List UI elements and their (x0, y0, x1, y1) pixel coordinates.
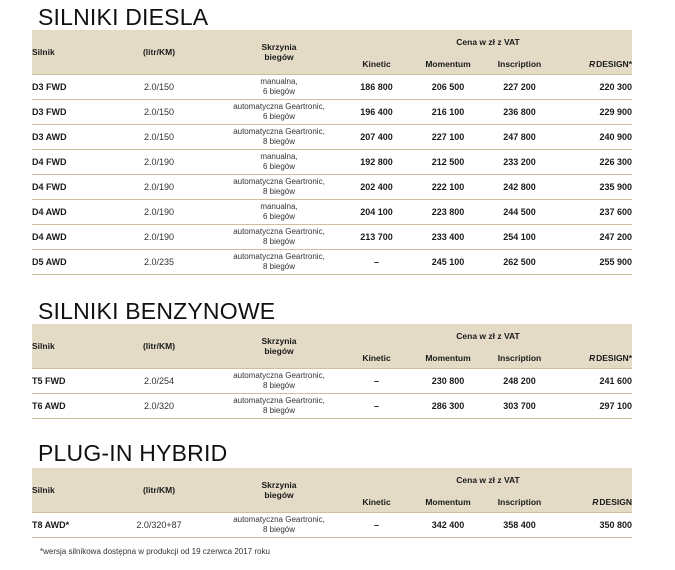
engine-cell: T5 FWD (32, 369, 104, 394)
r-design-price-cell: 220 300 (552, 75, 632, 100)
header-gearbox: Skrzynia biegów (214, 468, 344, 513)
kinetic-price-cell: – (344, 394, 409, 419)
header-inscription: Inscription (487, 54, 552, 75)
kinetic-price-cell: 213 700 (344, 225, 409, 250)
r-design-price-cell: 297 100 (552, 394, 632, 419)
kinetic-price-cell: 202 400 (344, 175, 409, 200)
power-cell: 2.0/150 (104, 75, 214, 100)
header-engine: Silnik (32, 30, 104, 75)
engine-cell: D4 FWD (32, 175, 104, 200)
header-engine: Silnik (32, 468, 104, 513)
header-kinetic: Kinetic (344, 348, 409, 369)
engine-cell: D5 AWD (32, 250, 104, 275)
gearbox-cell: automatyczna Geartronic, 8 biegów (214, 175, 344, 200)
inscription-price-cell: 262 500 (487, 250, 552, 275)
kinetic-price-cell: 192 800 (344, 150, 409, 175)
power-cell: 2.0/190 (104, 225, 214, 250)
engine-cell: D3 FWD (32, 100, 104, 125)
engine-cell: D4 AWD (32, 225, 104, 250)
header-price: Cena w zł z VAT (344, 468, 632, 492)
power-cell: 2.0/320+87 (104, 513, 214, 538)
hybrid-price-table (32, 468, 632, 538)
power-cell: 2.0/235 (104, 250, 214, 275)
gearbox-cell: automatyczna Geartronic, 8 biegów (214, 250, 344, 275)
header-r-design: R DESIGN (552, 492, 632, 513)
header-power: (litr/KM) (104, 30, 214, 75)
header-r-design: R DESIGN* (552, 348, 632, 369)
momentum-price-cell: 342 400 (409, 513, 487, 538)
r-design-logo-icon: R (588, 353, 595, 363)
table-row (32, 225, 632, 250)
kinetic-price-cell: – (344, 250, 409, 275)
header-price: Cena w zł z VAT (344, 30, 632, 54)
momentum-price-cell: 222 100 (409, 175, 487, 200)
table-row (32, 394, 632, 419)
diesel-price-table (32, 30, 632, 275)
header-kinetic: Kinetic (344, 54, 409, 75)
petrol-price-table (32, 324, 632, 419)
gearbox-cell: automatyczna Geartronic, 8 biegów (214, 225, 344, 250)
table-row (32, 75, 632, 100)
header-kinetic: Kinetic (344, 492, 409, 513)
gearbox-cell: manualna, 6 biegów (214, 75, 344, 100)
header-gearbox: Skrzynia biegów (214, 324, 344, 369)
r-design-price-cell: 255 900 (552, 250, 632, 275)
power-cell: 2.0/190 (104, 150, 214, 175)
inscription-price-cell: 227 200 (487, 75, 552, 100)
hybrid-rows (32, 513, 632, 538)
engine-cell: D3 AWD (32, 125, 104, 150)
r-design-price-cell: 240 900 (552, 125, 632, 150)
petrol-rows (32, 369, 632, 419)
gearbox-cell: manualna, 6 biegów (214, 200, 344, 225)
engine-cell: T8 AWD* (32, 513, 104, 538)
diesel-rows (32, 75, 632, 275)
inscription-price-cell: 236 800 (487, 100, 552, 125)
table-row (32, 175, 632, 200)
table-row (32, 125, 632, 150)
kinetic-price-cell: 207 400 (344, 125, 409, 150)
engine-cell: D3 FWD (32, 75, 104, 100)
gearbox-cell: automatyczna Geartronic, 8 biegów (214, 369, 344, 394)
header-gearbox: Skrzynia biegów (214, 30, 344, 75)
gearbox-cell: manualna, 6 biegów (214, 150, 344, 175)
hybrid-section-title: PLUG-IN HYBRID (38, 440, 228, 466)
power-cell: 2.0/150 (104, 100, 214, 125)
r-design-price-cell: 350 800 (552, 513, 632, 538)
momentum-price-cell: 233 400 (409, 225, 487, 250)
r-design-price-cell: 237 600 (552, 200, 632, 225)
gearbox-cell: automatyczna Geartronic, 8 biegów (214, 394, 344, 419)
r-design-price-cell: 229 900 (552, 100, 632, 125)
table-row (32, 250, 632, 275)
gearbox-cell: automatyczna Geartronic, 8 biegów (214, 125, 344, 150)
table-row (32, 369, 632, 394)
r-design-price-cell: 235 900 (552, 175, 632, 200)
header-inscription: Inscription (487, 492, 552, 513)
power-cell: 2.0/190 (104, 200, 214, 225)
power-cell: 2.0/320 (104, 394, 214, 419)
header-engine: Silnik (32, 324, 104, 369)
kinetic-price-cell: 196 400 (344, 100, 409, 125)
kinetic-price-cell: – (344, 369, 409, 394)
inscription-price-cell: 247 800 (487, 125, 552, 150)
momentum-price-cell: 212 500 (409, 150, 487, 175)
momentum-price-cell: 206 500 (409, 75, 487, 100)
momentum-price-cell: 230 800 (409, 369, 487, 394)
momentum-price-cell: 245 100 (409, 250, 487, 275)
inscription-price-cell: 233 200 (487, 150, 552, 175)
r-design-logo-icon: R (588, 59, 595, 69)
engine-cell: D4 AWD (32, 200, 104, 225)
header-r-design: R DESIGN* (552, 54, 632, 75)
power-cell: 2.0/150 (104, 125, 214, 150)
inscription-price-cell: 242 800 (487, 175, 552, 200)
diesel-section-title: SILNIKI DIESLA (38, 4, 209, 30)
r-design-logo-icon: R (592, 497, 598, 507)
momentum-price-cell: 216 100 (409, 100, 487, 125)
momentum-price-cell: 286 300 (409, 394, 487, 419)
momentum-price-cell: 227 100 (409, 125, 487, 150)
gearbox-cell: automatyczna Geartronic, 8 biegów (214, 513, 344, 538)
inscription-price-cell: 244 500 (487, 200, 552, 225)
header-price: Cena w zł z VAT (344, 324, 632, 348)
kinetic-price-cell: – (344, 513, 409, 538)
header-power: (litr/KM) (104, 324, 214, 369)
r-design-price-cell: 247 200 (552, 225, 632, 250)
kinetic-price-cell: 186 800 (344, 75, 409, 100)
power-cell: 2.0/254 (104, 369, 214, 394)
table-row (32, 513, 632, 538)
footnote: *wersja silnikowa dostępna w produkcji od 19 czerwca 2017 roku (40, 547, 270, 556)
engine-cell: T6 AWD (32, 394, 104, 419)
kinetic-price-cell: 204 100 (344, 200, 409, 225)
inscription-price-cell: 303 700 (487, 394, 552, 419)
r-design-price-cell: 226 300 (552, 150, 632, 175)
engine-cell: D4 FWD (32, 150, 104, 175)
gearbox-cell: automatyczna Geartronic, 6 biegów (214, 100, 344, 125)
header-momentum: Momentum (409, 54, 487, 75)
header-power: (litr/KM) (104, 468, 214, 513)
inscription-price-cell: 358 400 (487, 513, 552, 538)
inscription-price-cell: 248 200 (487, 369, 552, 394)
momentum-price-cell: 223 800 (409, 200, 487, 225)
table-row (32, 200, 632, 225)
header-momentum: Momentum (409, 492, 487, 513)
inscription-price-cell: 254 100 (487, 225, 552, 250)
r-design-price-cell: 241 600 (552, 369, 632, 394)
petrol-section-title: SILNIKI BENZYNOWE (38, 298, 276, 324)
header-inscription: Inscription (487, 348, 552, 369)
power-cell: 2.0/190 (104, 175, 214, 200)
table-row (32, 100, 632, 125)
header-momentum: Momentum (409, 348, 487, 369)
table-row (32, 150, 632, 175)
